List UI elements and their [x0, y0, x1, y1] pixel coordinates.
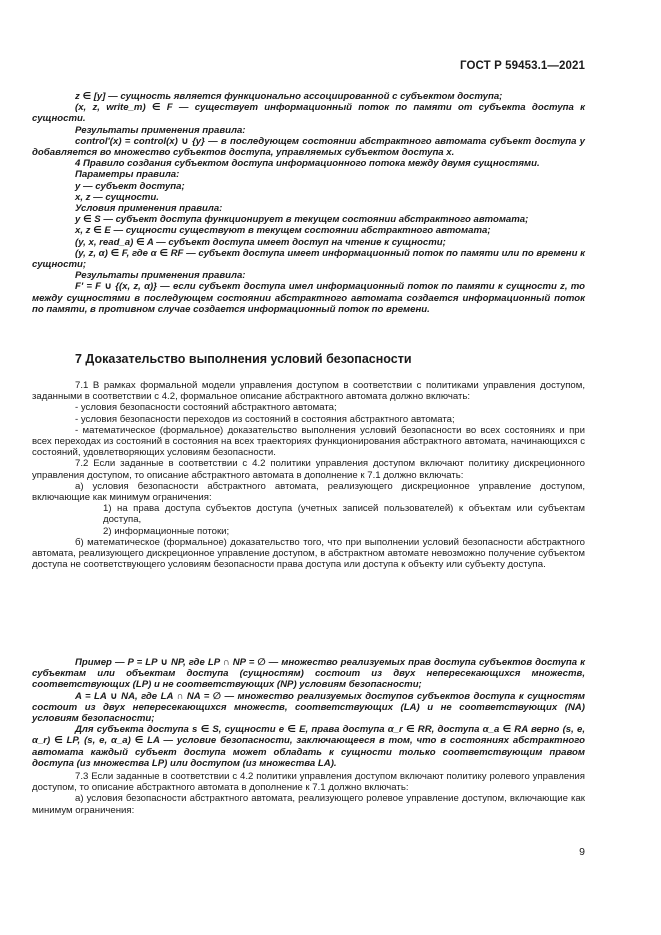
paragraph: y ∈ S — субъект доступа функционирует в текущем состоянии абстрактного автомата; — [75, 214, 529, 226]
paragraph: Условия применения правила: — [75, 203, 223, 215]
example-block — [32, 657, 585, 769]
paragraph: (x, z, write_m) ∈ F — существует информационный поток по памяти от субъекта доступа к сущности. — [32, 102, 585, 125]
paragraph: 1) на права доступа субъектов доступа (учетных записей пользователей) к объектам или субъектам доступа, — [103, 503, 585, 526]
paragraph: Результаты применения правила: — [75, 270, 246, 282]
paragraph: - математическое (формальное) доказательство выполнения условий безопасности во всех состояниях и при всех переходах из состояний в состояния на всех траекториях функционирования абстрактного автомата, начинающихся с состояний, удовлетворяющих условиям безопасности. — [32, 424, 585, 459]
paragraph: control'(x) = control(x) ∪ {y} — в последующем состоянии абстрактного автомата субъект доступа y добавляется во множество субъектов доступа, управляемых субъектом доступа x. — [32, 135, 585, 159]
paragraph: (y, z, α) ∈ F, где α ∈ RF — субъект доступа имеет информационный поток по памяти или по времени к сущности; — [32, 247, 585, 271]
paragraph: - условия безопасности переходов из состояний в состояния абстрактного автомата; — [75, 413, 455, 425]
paragraph: а) условия безопасности абстрактного автомата, реализующего ролевое управление доступом, включающие как минимум ограничения: — [32, 793, 585, 816]
paragraph: (y, x, read_a) ∈ A — субъект доступа имеет доступ на чтение к сущности; — [75, 236, 446, 248]
paragraph: y — субъект доступа; — [75, 180, 185, 192]
paragraph: Параметры правила: — [75, 169, 180, 181]
paragraph: - условия безопасности состояний абстрактного автомата; — [75, 402, 337, 414]
paragraph: Пример — P = LP ∪ NP, где LP ∩ NP = ∅ — множество реализуемых прав доступа субъектов доступа к субъектам или объектам доступа (сущностям) состоит из двух непересекающихся множеств, соответствующих (LP) и не соответствующих (NP) условиям безопасности; — [32, 657, 585, 691]
rule-block — [32, 91, 585, 315]
paragraph: 2) информационные потоки; — [103, 525, 230, 537]
paragraph: Для субъекта доступа s ∈ S, сущности e ∈ E, права доступа α_r ∈ RR, доступа α_a ∈ RA верно (s, e, α_r) ∈ LP, (s, e, α_a) ∈ LA — условие безопасности, заключающееся в том, что в состояниях абстрактного автомата каждый субъект доступа может обладать к сущности только соответствующим правом доступа (из множества LP) или доступом (из множества LA). — [32, 724, 585, 769]
paragraph: 7.2 Если заданные в соответствии с 4.2 политики управления доступом включают политику дискреционного управления доступом, то описание абстрактного автомата в дополнение к 7.1 должно включать: — [32, 458, 585, 481]
section-title: 7 Доказательство выполнения условий безопасности — [75, 352, 412, 366]
paragraph: x, z ∈ E — сущности существуют в текущем состоянии абстрактного автомата; — [75, 225, 491, 237]
page-number: 9 — [579, 846, 585, 858]
paragraph: 7.1 В рамках формальной модели управления доступом в соответствии с политиками управления доступом, заданными в соответствии с 4.2, формальное описание абстрактного автомата должно включать: — [32, 380, 585, 403]
paragraph: z ∈ [y] — сущность является функционально ассоциированной с субъектом доступа; — [75, 91, 503, 102]
paragraph: б) математическое (формальное) доказательство того, что при выполнении условий безопасности абстрактного автомата, реализующего дискреционное управление доступом, в абстрактном автомате невозможно получение субъектом доступа не соответствующего условиям безопасности права доступа или доступа к объекту или субъекту доступа. — [32, 536, 585, 571]
paragraph: F' = F ∪ {(x, z, α)} — если субъект доступа имел информационный поток по памяти к сущности z, то между сущностями в последующем состоянии абстрактного автомата создается информационный поток по памяти, в противном случае создается информационный поток по времени. — [32, 281, 585, 315]
section-body — [32, 380, 585, 570]
document-header: ГОСТ Р 59453.1—2021 — [460, 60, 585, 72]
paragraph: а) условия безопасности абстрактного автомата, реализующего дискреционное управление доступом, включающие как минимум ограничения: — [32, 480, 585, 504]
paragraph: Результаты применения правила: — [75, 124, 246, 136]
paragraph: 4 Правило создания субъектом доступа информационного потока между двумя сущностями. — [75, 158, 540, 170]
section-body-continued — [32, 771, 585, 816]
paragraph: 7.3 Если заданные в соответствии с 4.2 политики управления доступом включают политику ролевого управления доступом, то описание абстрактного автомата в дополнение к 7.1 должно включать: — [32, 771, 585, 794]
paragraph: x, z — сущности. — [75, 191, 159, 203]
paragraph: A = LA ∪ NA, где LA ∩ NA = ∅ — множество реализуемых доступов субъектов доступа к сущностям состоит из двух непересекающихся множеств, соответствующих (LA) и не соответствующих (NA) условиям безопасности; — [32, 690, 585, 725]
